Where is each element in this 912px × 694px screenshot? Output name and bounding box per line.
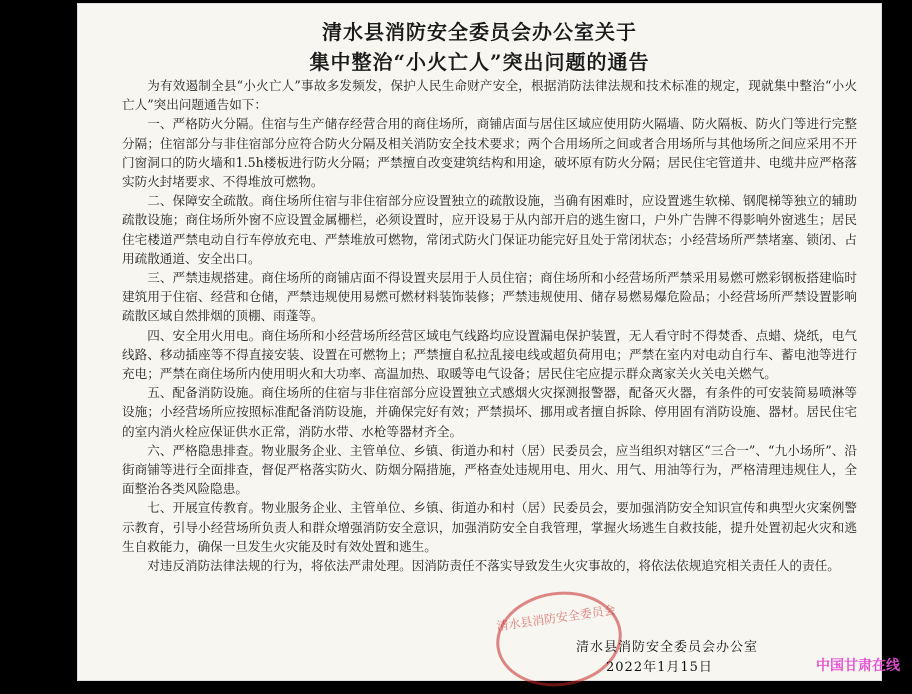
document-body bbox=[122, 76, 857, 575]
seal-text: 清水县消防安全委员会 bbox=[495, 602, 617, 634]
paragraph-7: 七、开展宣传教育。物业服务企业、主管单位、乡镇、街道办和村（居）民委员会，要加强消防安全知识宣传和典型火灾案例警示教育，引导小经营场所负责人和群众增强消防安全意识，加强消防安全自我管理，掌握火场逃生自救技能，提升处置初起火灾和逃生自救能力，确保一旦发生火灾能及时有效处置和逃生。 bbox=[122, 500, 857, 554]
document-title-line1: 清水县消防安全委员会办公室关于 bbox=[322, 20, 637, 44]
paragraph-intro: 为有效遏制全县“小火亡人”事故多发频发，保护人民生命财产安全，根据消防法律法规和技术标准的规定，现就集中整治“小火亡人”突出问题通告如下： bbox=[122, 78, 857, 113]
document-date: 2022年1月15日 bbox=[606, 660, 713, 675]
paragraph-1: 一、严格防火分隔。住宿与生产储存经营合用的商住场所，商铺店面与居住区域应使用防火隔墙、防火隔板、防火门等进行完整分隔；住宿部分与非住宿部分应符合防火分隔及相关消防安全技术要求；两个合用场所之间或者合用场所与其他场所之间应采用不开门窗洞口的防火墙和1.5h楼板进行防火分隔；严禁擅自改变建筑结构和用途，破坏原有防火分隔；居民住宅管道井、电缆井应严格落实防火封堵要求、不得堆放可燃物。 bbox=[122, 116, 857, 190]
signature: 清水县消防安全委员会办公室 bbox=[576, 640, 759, 655]
paragraph-5: 五、配备消防设施。商住场所的住宿与非住宿部分应设置独立式感烟火灾探测报警器，配备灭火器，有条件的可安装简易喷淋等设施；小经营场所应按照标准配备消防设施，并确保完好有效；严禁损坏、挪用或者擅自拆除、停用固有消防设施、器材。居民住宅的室内消火栓应保证供水正常，消防水带、水枪等器材齐全。 bbox=[122, 385, 857, 439]
document-page bbox=[78, 4, 881, 680]
paragraph-6: 六、严格隐患排查。物业服务企业、主管单位、乡镇、街道办和村（居）民委员会，应当组织对辖区“三合一”、“九小场所”、沿街商铺等进行全面排查，督促严格落实防火、防烟分隔措施，严格查处违规用电、用火、用气、用油等行为，严格清理违规住人，全面整治各类风险隐患。 bbox=[122, 442, 857, 497]
paragraph-closing: 对违反消防法律法规的行为，将依法严肃处理。因消防责任不落实导致发生火灾事故的，将依法依规追究相关责任人的责任。 bbox=[147, 558, 840, 574]
paragraph-3: 三、严禁违规搭建。商住场所的商铺店面不得设置夹层用于人员住宿；商住场所和小经营场所严禁采用易燃可燃彩钢板搭建临时建筑用于住宿、经营和仓储，严禁违规使用易燃可燃材料装饰装修；严禁违规使用、储存易燃易爆危险品；小经营场所严禁设置影响疏散区域自然排烟的顶棚、雨蓬等。 bbox=[122, 270, 857, 324]
document-title-line2: 集中整治“小火亡人”突出问题的通告 bbox=[309, 50, 650, 74]
paragraph-4: 四、安全用火用电。商住场所和小经营场所经营区域电气线路均应设置漏电保护装置，无人看守时不得焚香、点蜡、烧纸，电气线路、移动插座等不得直接安装、设置在可燃物上；严禁擅自私拉乱接电线或超负荷用电；严禁在室内对电动自行车、蓄电池等进行充电；严禁在商住场所内使用明火和大功率、高温加热、取暖等电气设备；居民住宅应提示群众离家关火关电关燃气。 bbox=[122, 327, 857, 382]
paragraph-2: 二、保障安全疏散。商住场所住宿与非住宿部分应设置独立的疏散设施，当确有困难时，应设置逃生软梯、钢爬梯等独立的辅助疏散设施；商住场所外窗不应设置金属栅栏，必须设置时，应开设易于从内部开启的逃生窗口，户外广告牌不得影响外窗逃生；居民住宅楼道严禁电动自行车停放充电、严禁堆放可燃物，常闭式防火门保证功能完好且处于常闭状态；小经营场所严禁堵塞、锁闭、占用疏散通道、安全出口。 bbox=[122, 193, 857, 266]
watermark: 中国甘肃在线 bbox=[816, 658, 900, 674]
